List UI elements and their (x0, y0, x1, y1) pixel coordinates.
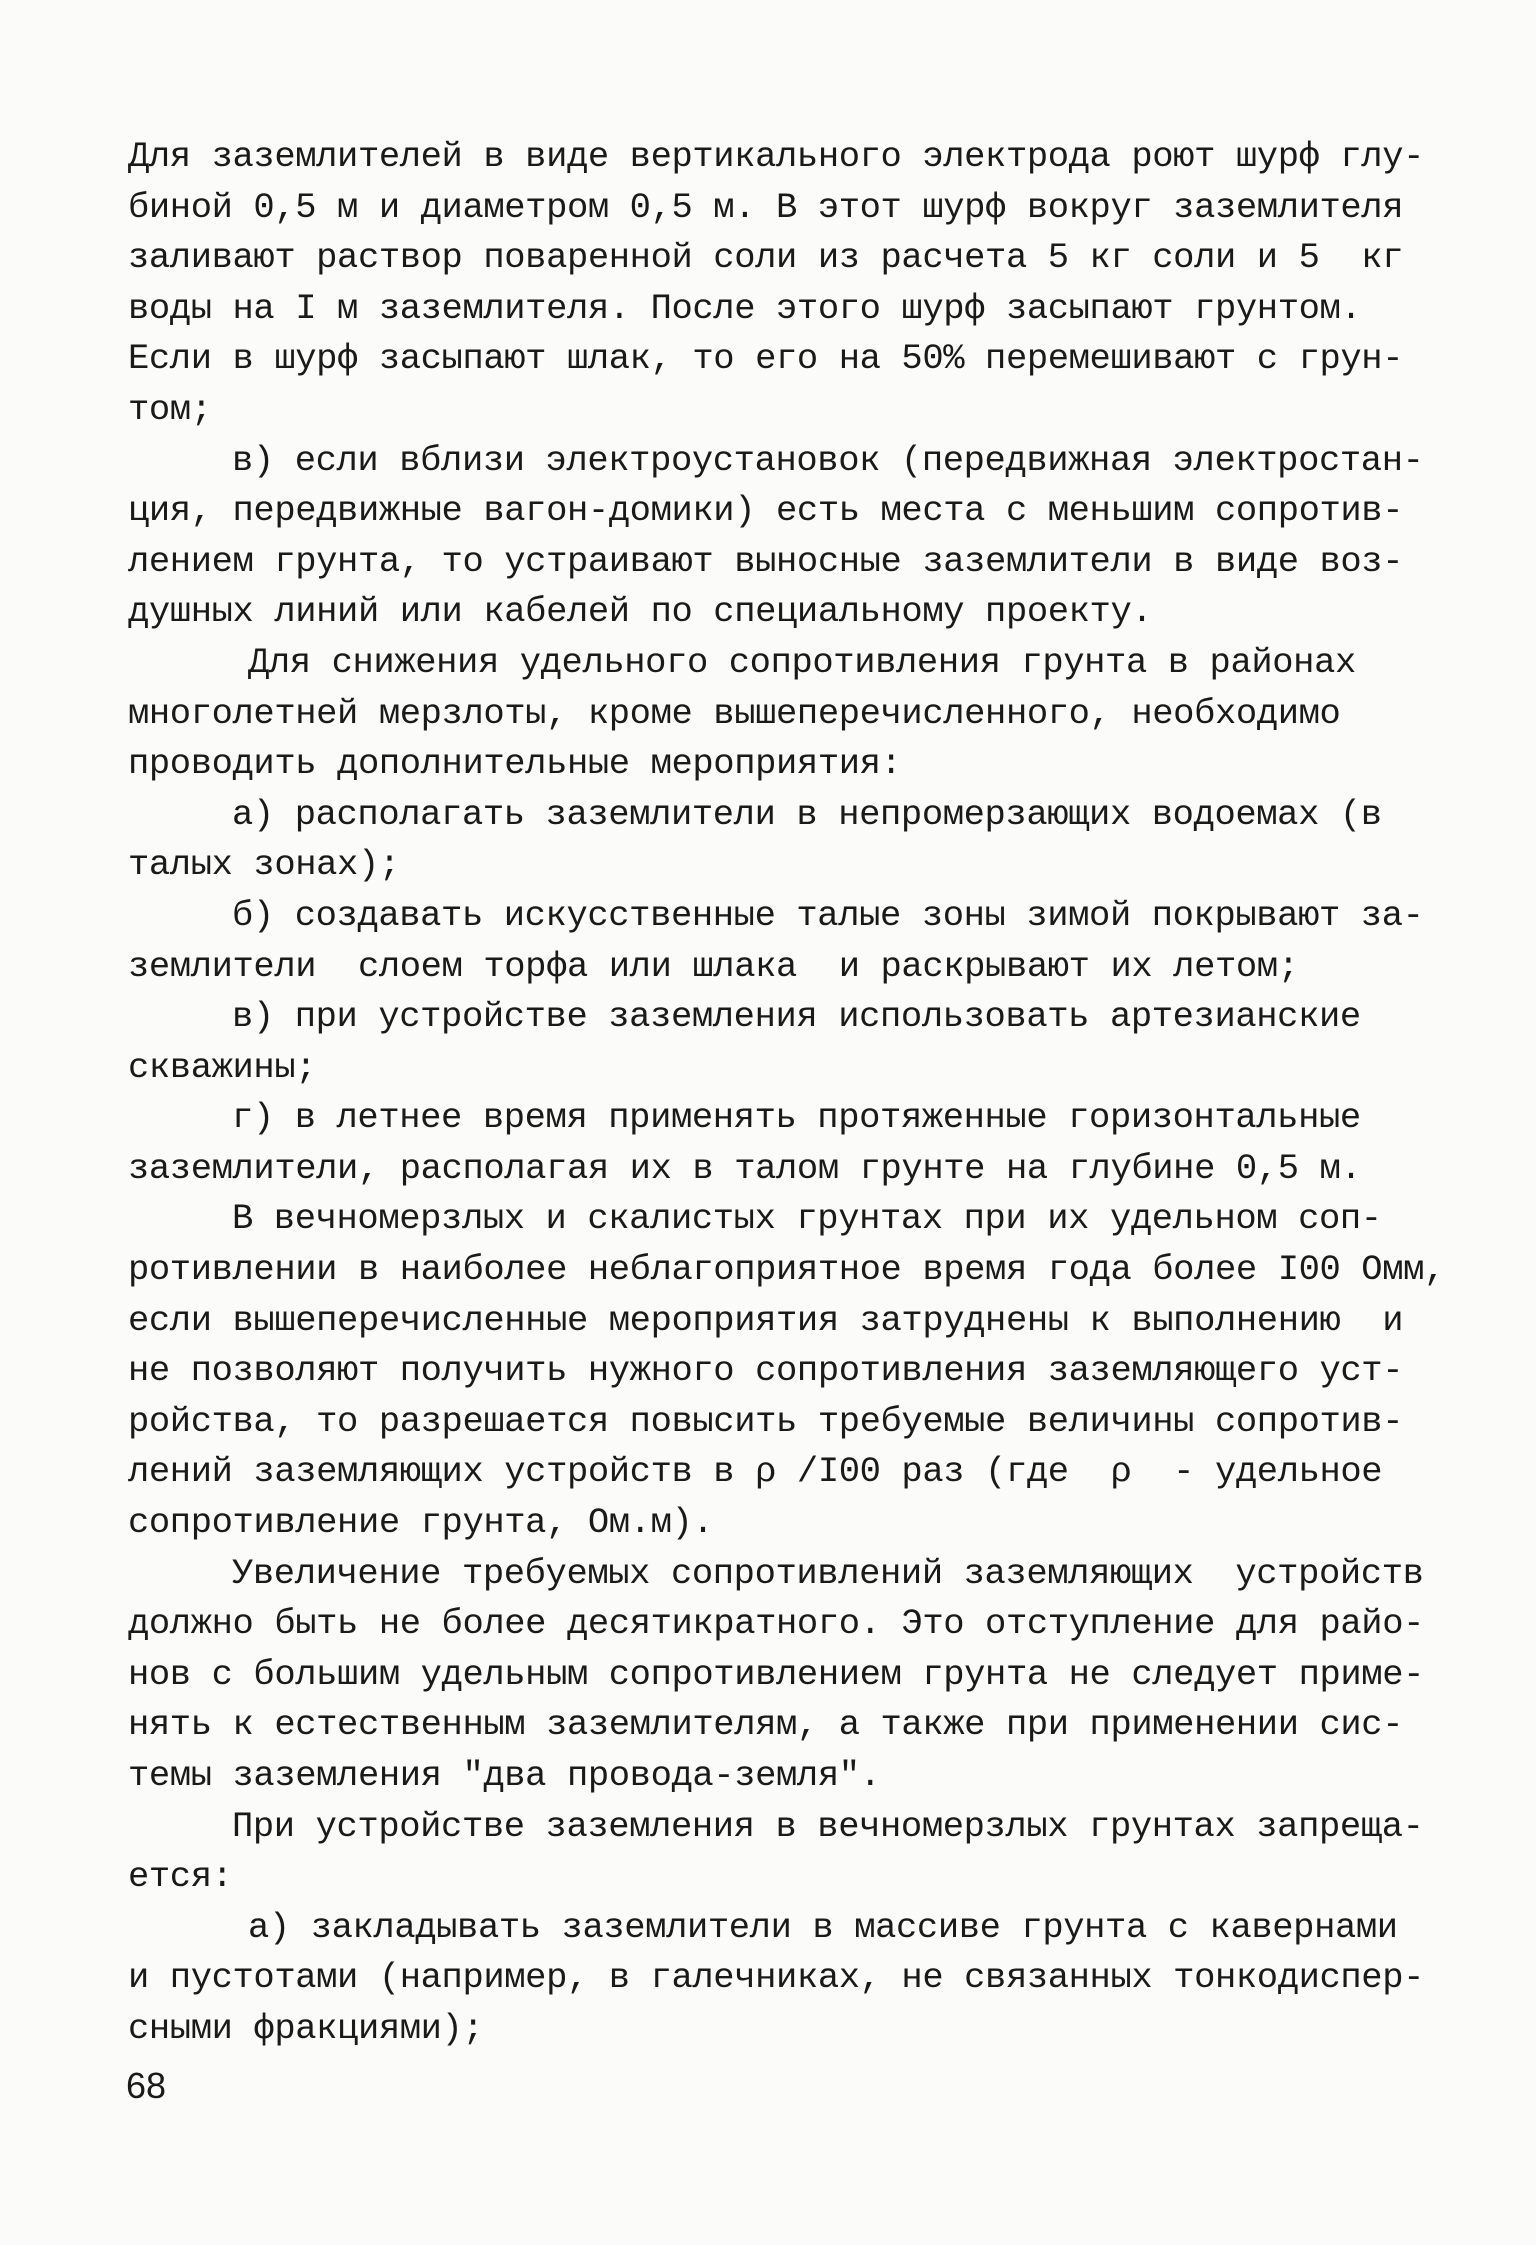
text-line: лением грунта, то устраивают выносные заземлители в виде воз- (128, 540, 1404, 582)
text-line: скважины; (128, 1046, 317, 1088)
text-line: талых зонах); (128, 844, 400, 886)
text-line: а) располагать заземлители в непромерзающих водоемах (в (232, 793, 1382, 835)
text-line: землители слоем торфа или шлака и раскрывают их летом; (128, 945, 1299, 987)
text-line: проводить дополнительные мероприятия: (128, 743, 902, 785)
text-line: том; (128, 388, 212, 430)
text-line: не позволяют получить нужного сопротивления заземляющего уст- (128, 1350, 1404, 1392)
text-line: В вечномерзлых и скалистых грунтах при их удельном соп- (232, 1198, 1382, 1240)
text-line: должно быть не более десятикратного. Это отступление для райо- (128, 1603, 1425, 1645)
text-line: ция, передвижные вагон-домики) есть места с меньшим сопротив- (128, 490, 1404, 532)
text-line: б) создавать искусственные талые зоны зимой покрывают за- (232, 894, 1424, 936)
text-line: Увеличение требуемых сопротивлений заземляющих устройств (232, 1552, 1424, 1594)
text-line: заземлители, располагая их в талом грунте на глубине 0,5 м. (128, 1147, 1362, 1189)
text-line: нять к естественным заземлителям, а также при применении сис- (128, 1704, 1404, 1746)
text-line: темы заземления "два провода-земля". (128, 1755, 881, 1796)
text-line: душных линий или кабелей по специальному проекту. (128, 591, 1153, 633)
text-line: если вышеперечисленные мероприятия затруднены к выполнению и (128, 1299, 1404, 1341)
text-line: сопротивление грунта, Ом.м). (128, 1502, 714, 1544)
body-text (128, 132, 1445, 2055)
text-line: биной 0,5 м и диаметром 0,5 м. В этот шурф вокруг заземлителя (128, 186, 1404, 228)
page-number: 68 (126, 2065, 167, 2106)
text-line: Если в шурф засыпают шлак, то его на 50% перемешивают с грун- (128, 338, 1404, 380)
text-line: а) закладывать заземлители в массиве грунта с кавернами (248, 1906, 1398, 1948)
text-line: воды на I м заземлителя. После этого шурф засыпают грунтом. (128, 287, 1362, 329)
text-line: При устройстве заземления в вечномерзлых грунтах запреща- (232, 1805, 1424, 1847)
text-line: многолетней мерзлоты, кроме вышеперечисленного, необходимо (128, 692, 1341, 734)
text-line: Для заземлителей в виде вертикального электрода роют шурф глу- (128, 136, 1425, 177)
text-line: заливают раствор поваренной соли из расчета 5 кг соли и 5 кг (128, 237, 1404, 279)
text-line: в) если вблизи электроустановок (передвижная электростан- (232, 439, 1424, 481)
text-line: нов с большим удельным сопротивлением грунта не следует приме- (128, 1653, 1425, 1695)
text-line: и пустотами (например, в галечниках, не связанных тонкодиспер- (128, 1957, 1425, 1999)
text-line: в) при устройстве заземления использовать артезианские (232, 996, 1361, 1038)
text-line: г) в летнее время применять протяженные горизонтальные (232, 1097, 1361, 1139)
text-line: ется: (128, 1856, 233, 1898)
text-line: лений заземляющих устройств в ρ /I00 раз (где ρ - удельное (128, 1451, 1383, 1493)
text-line: Для снижения удельного сопротивления грунта в районах (248, 641, 1356, 683)
text-line: ройства, то разрешается повысить требуемые величины сопротив- (128, 1400, 1404, 1442)
text-line: сными фракциями); (128, 2007, 484, 2049)
text-line: ротивлении в наиболее неблагоприятное время года более I00 Омм, (128, 1249, 1445, 1291)
